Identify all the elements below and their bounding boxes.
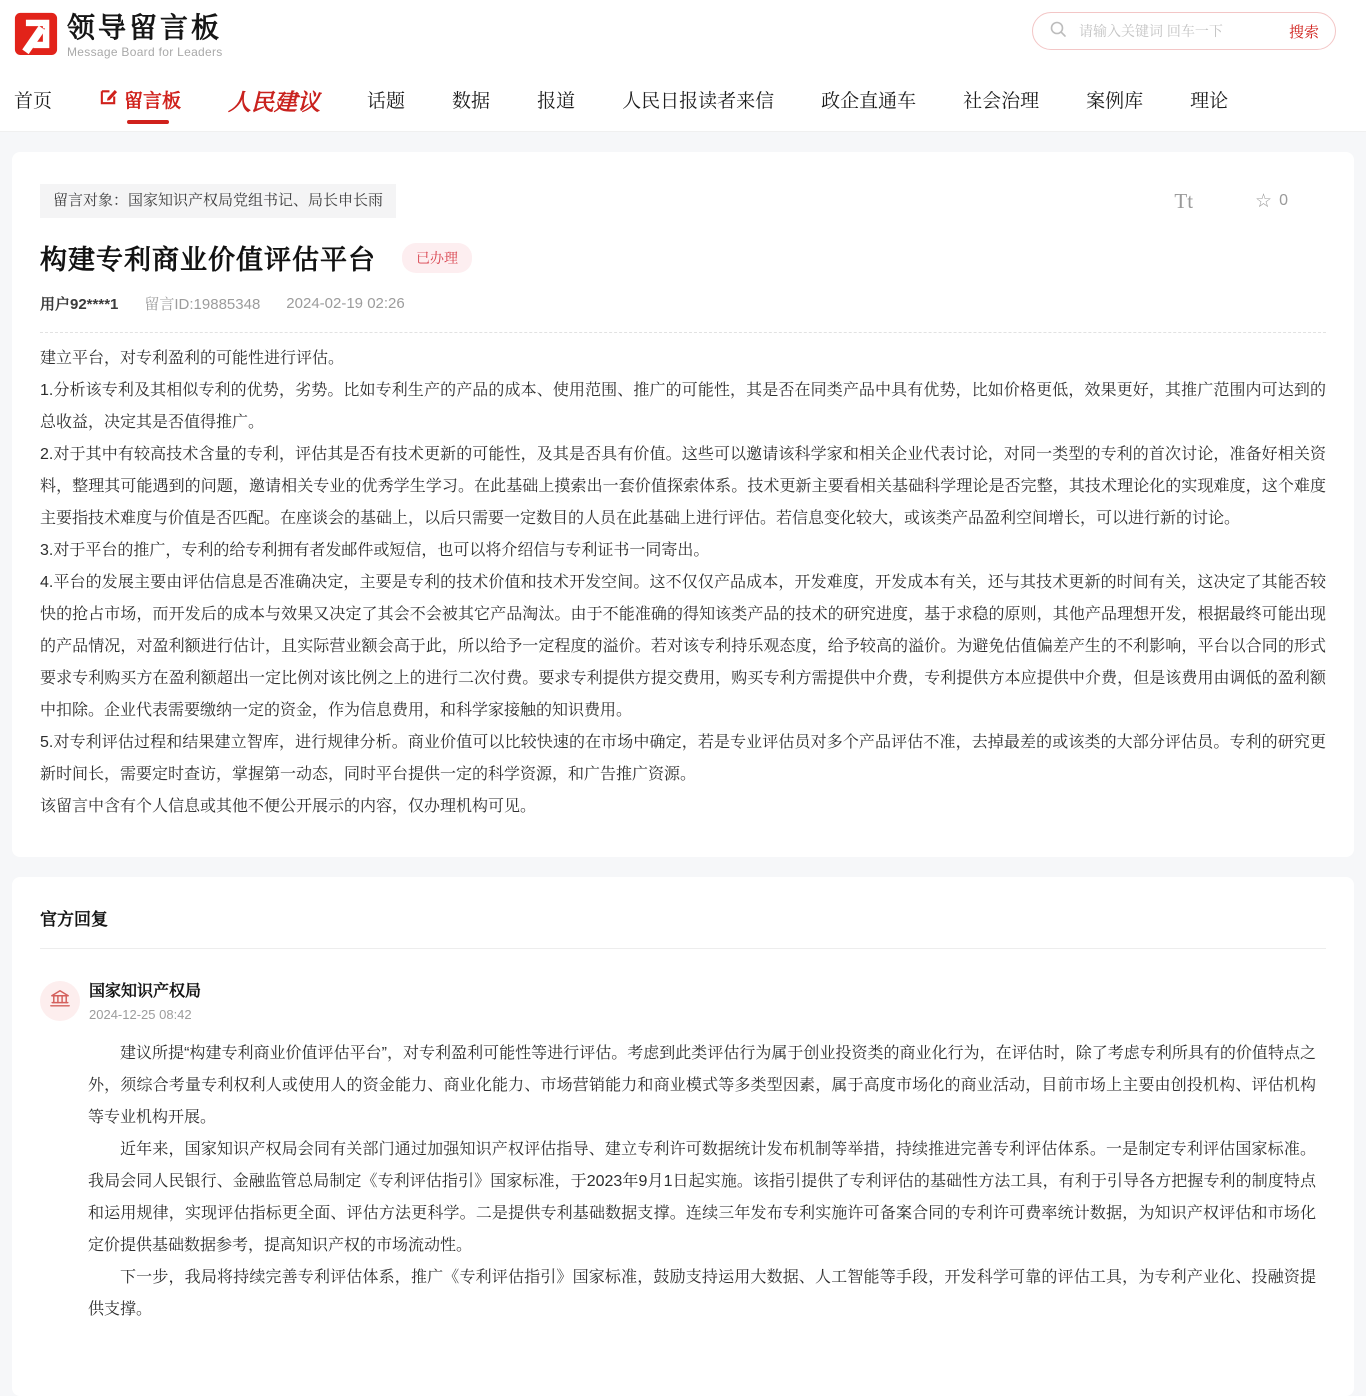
- search-box[interactable]: [1032, 12, 1336, 50]
- nav-message-board-label: 留言板: [124, 91, 182, 112]
- message-title: 构建专利商业价值评估平台: [40, 245, 376, 275]
- logo-subtitle: Message Board for Leaders: [67, 44, 223, 59]
- reply-item: [40, 981, 1326, 1022]
- reply-paragraph: 近年来，国家知识产权局会同有关部门通过加强知识产权评估指导、建立专利许可数据统计发布机制等举措，持续推进完善专利评估体系。一是制定专利评估国家标准。我局会同人民银行、金融监管总局制定《专利评估指引》国家标准，于2023年9月1日起实施。该指引提供了专利评估的基础性方法工具，有利于引导各方把握专利的制度特点和运用规律，实现评估指标更全面、评估方法更科学。二是提供专利基础数据支撑。连续三年发布专利实施许可备案合同的专利许可费率统计数据，为知识产权评估和市场化定价提供基础数据参考，提高知识产权的市场流动性。: [88, 1141, 1316, 1254]
- star-icon: ☆: [1255, 190, 1273, 212]
- reply-paragraph: 建议所提“构建专利商业价值评估平台”，对专利盈利可能性等进行评估。考虑到此类评估行为属于创业投资类的商业化行为，在评估时，除了考虑专利所具有的价值特点之外，须综合考量专利权利人或使用人的资金能力、商业化能力、市场营销能力和商业模式等多类型因素，属于高度市场化的商业活动，目前市场上主要由创投机构、评估机构等专业机构开展。: [88, 1045, 1316, 1126]
- reply-section-title: 官方回复: [40, 910, 108, 929]
- logo-title: 领导留言板: [67, 11, 223, 43]
- reply-datetime: 2024-12-25 08:42: [89, 1007, 192, 1022]
- favorite-button[interactable]: [1255, 192, 1288, 211]
- message-card: [12, 152, 1354, 857]
- message-paragraph: 4.平台的发展主要由评估信息是否准确决定，主要是专利的技术价值和技术开发空间。这不仅仅产品成本，开发难度，开发成本有关，还与其技术更新的时间有关，这决定了其能否较快的抢占市场，而开发后的成本与效果又决定了其会不会被其它产品淘汰。由于不能准确的得知该类产品的技术的研究进度，基于求稳的原则，其他产品理想开发，根据最终可能出现的产品情况，对盈利额进行估计，且实际营业额会高于此，所以给予一定程度的溢价。若对该专利持乐观态度，给予较高的溢价。为避免估值偏差产生的不利影响，平台以合同的形式要求专利购买方在盈利额超出一定比例对该比例之上的进行二次付费。要求专利提供方提交费用，购买专利方需提供中介费，专利提供方本应提供中介费，但是该费用由调低的盈利额中扣除。企业代表需要缴纳一定的资金，作为信息费用，和科学家接触的知识费用。: [40, 574, 1326, 719]
- message-paragraph: 5.对专利评估过程和结果建立智库，进行规律分析。商业价值可以比较快速的在市场中确定，若是专业评估员对多个产品评估不准，去掉最差的或该类的大部分评估员。专利的研究更新时间长，需要定时查访，掌握第一动态，同时平台提供一定的科学资源，和广告推广资源。: [40, 734, 1326, 783]
- font-size-icon[interactable]: Tt: [1174, 188, 1194, 213]
- message-datetime: 2024-02-19 02:26: [286, 295, 405, 312]
- message-target-tag: 留言对象：国家知识产权局党组书记、局长申长雨: [40, 184, 396, 218]
- main-nav: [0, 68, 1366, 131]
- compose-icon: [99, 87, 118, 112]
- status-badge: 已办理: [402, 243, 472, 273]
- favorite-count: 0: [1279, 192, 1288, 209]
- message-id: 留言ID:19885348: [144, 296, 261, 313]
- search-icon: [1049, 20, 1067, 43]
- agency-avatar: [40, 981, 80, 1021]
- reply-divider: [40, 948, 1326, 949]
- message-paragraph: 2.对于其中有较高技术含量的专利，评估其是否有技术更新的可能性，及其是否具有价值。这些可以邀请该科学家和相关企业代表讨论，对同一类型的专利的首次讨论，准备好相关资料，整理其可能遇到的问题，邀请相关专业的优秀学生学习。在此基础上摸索出一套价值探索体系。技术更新主要看相关基础科学理论是否完整，其技术理论化的实现难度，这个难度主要指技术难度与价值是否匹配。在座谈会的基础上，以后只需要一定数目的人员在此基础上进行评估。若信息变化较大，或该类产品盈利空间增长，可以进行新的讨论。: [40, 446, 1326, 527]
- privacy-note: 该留言中含有个人信息或其他不便公开展示的内容，仅办理机构可见。: [40, 798, 537, 815]
- nav-readers-letters[interactable]: 人民日报读者来信: [622, 91, 775, 112]
- nav-message-board[interactable]: [99, 86, 181, 131]
- agency-name: 国家知识产权局: [89, 983, 202, 1000]
- nav-data[interactable]: 数据: [452, 91, 491, 112]
- message-title-row: [40, 238, 1326, 277]
- message-meta: [40, 293, 1326, 314]
- message-paragraph: 建立平台，对专利盈利的可能性进行评估。: [40, 350, 345, 367]
- site-logo[interactable]: [14, 10, 223, 61]
- active-tab-underline: [127, 120, 169, 124]
- nav-social-governance[interactable]: 社会治理: [963, 91, 1040, 112]
- nav-home[interactable]: 首页: [14, 91, 53, 112]
- message-user: 用户92****1: [40, 296, 119, 313]
- search-input[interactable]: [1077, 22, 1279, 40]
- nav-reports[interactable]: 报道: [537, 91, 576, 112]
- message-body: [40, 343, 1326, 823]
- nav-theory[interactable]: 理论: [1190, 91, 1229, 112]
- reply-body: [88, 1038, 1316, 1326]
- government-building-icon: [49, 988, 71, 1014]
- reply-paragraph: 下一步，我局将持续完善专利评估体系，推广《专利评估指引》国家标准，鼓励支持运用大数据、人工智能等手段，开发科学可靠的评估工具，为专利产业化、投融资提供支撑。: [88, 1269, 1316, 1318]
- site-header: [0, 0, 1366, 132]
- nav-people-suggestions[interactable]: 人民建议: [228, 89, 321, 116]
- logo-icon: [14, 10, 58, 61]
- page-content: [0, 132, 1366, 1396]
- message-tools: [1174, 189, 1288, 214]
- meta-divider: [40, 332, 1326, 333]
- official-reply-card: [12, 877, 1354, 1396]
- message-paragraph: 1.分析该专利及其相似专利的优势，劣势。比如专利生产的产品的成本、使用范围、推广的可能性，其是否在同类产品中具有优势，比如价格更低，效果更好，其推广范围内可达到的总收益，决定其是否值得推广。: [40, 382, 1326, 431]
- search-button[interactable]: 搜索: [1288, 23, 1319, 41]
- nav-topics[interactable]: 话题: [367, 91, 406, 112]
- nav-gov-business-express[interactable]: 政企直通车: [821, 91, 917, 112]
- reply-author-block: [89, 981, 201, 1022]
- message-paragraph: 3.对于平台的推广，专利的给专利拥有者发邮件或短信，也可以将介绍信与专利证书一同寄出。: [40, 542, 710, 559]
- nav-case-library[interactable]: 案例库: [1086, 91, 1144, 112]
